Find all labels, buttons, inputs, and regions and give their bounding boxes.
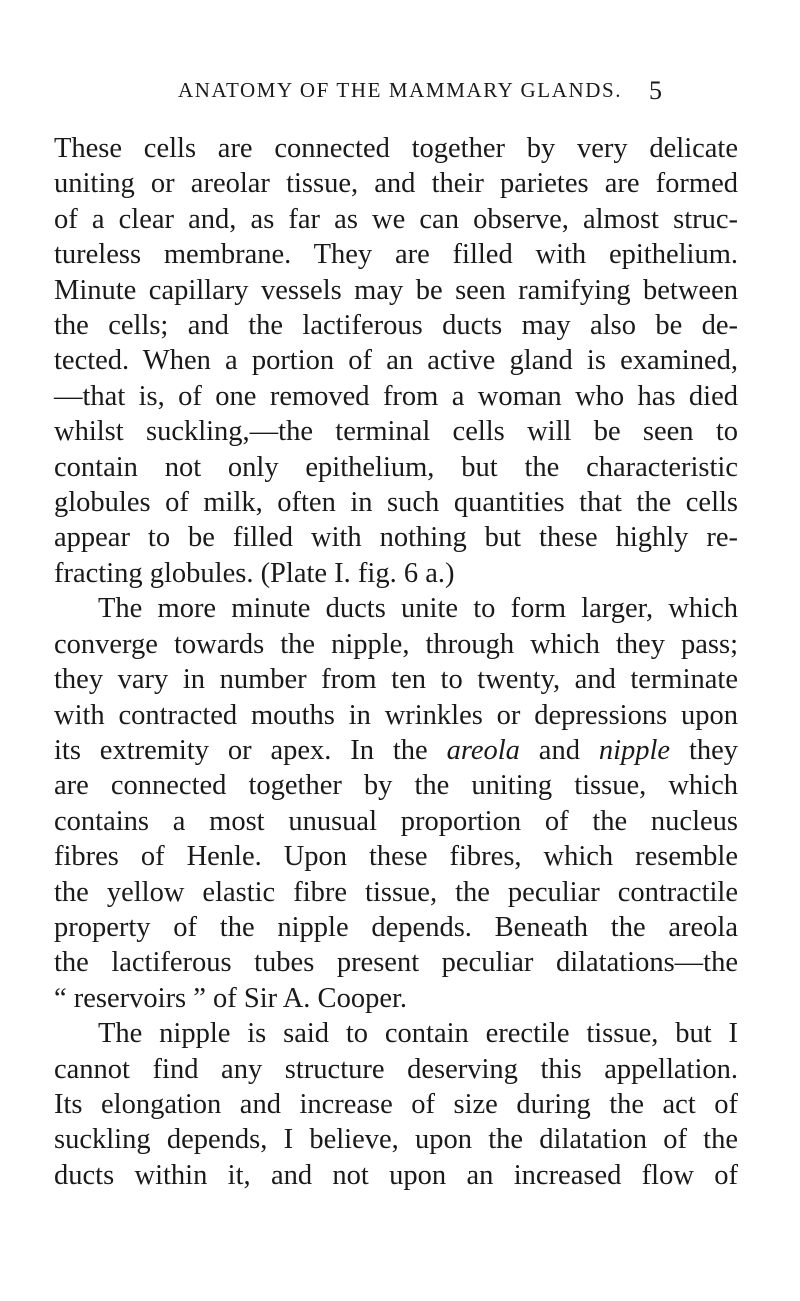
page-number: 5: [649, 76, 662, 105]
text-line: are connected together by the uniting tissue, which: [54, 770, 738, 802]
text-line: of a clear and, as far as we can observe, almost struc-: [54, 203, 738, 235]
body-text: [54, 131, 738, 1193]
text-line: ducts within it, and not upon an increased flow of: [54, 1159, 738, 1191]
italic-term-areola: areola: [446, 734, 520, 766]
text-line: These cells are connected together by very delicate: [54, 133, 738, 164]
text-line: cannot find any structure deserving this appellation.: [54, 1053, 738, 1085]
text-line: the yellow elastic fibre tissue, the peculiar contractile: [54, 876, 738, 908]
text-line: fibres of Henle. Upon these fibres, which resemble: [54, 841, 738, 873]
text-line: Its elongation and increase of size during the act of: [54, 1088, 738, 1120]
text-segment: its extremity or apex. In the: [54, 734, 428, 766]
text-line: whilst suckling,—the terminal cells will be seen to: [54, 416, 738, 448]
text-line: converge towards the nipple, through which they pass;: [54, 628, 738, 660]
paragraph-3: [54, 1016, 738, 1193]
text-line: tected. When a portion of an active gland is examined,: [54, 345, 738, 377]
running-title: ANATOMY OF THE MAMMARY GLANDS.: [178, 78, 623, 102]
text-line: The more minute ducts unite to form larger, which: [98, 593, 738, 625]
paragraph-2: [54, 591, 738, 1016]
running-head: [0, 78, 800, 108]
text-line: appear to be filled with nothing but these highly re-: [54, 522, 738, 554]
text-line: uniting or areolar tissue, and their parietes are formed: [54, 168, 738, 200]
text-line: the cells; and the lactiferous ducts may also be de-: [54, 310, 738, 342]
text-segment: and: [538, 734, 580, 766]
text-segment: they: [688, 734, 739, 766]
text-line: suckling depends, I believe, upon the dilatation of the: [54, 1124, 738, 1156]
text-line: tureless membrane. They are filled with epithelium.: [54, 239, 738, 271]
text-line: contains a most unusual proportion of the nucleus: [54, 805, 738, 837]
text-line: with contracted mouths in wrinkles or depressions upon: [54, 699, 738, 731]
text-line: globules of milk, often in such quantities that the cells: [54, 487, 738, 519]
text-line: fracting globules. (Plate I. fig. 6 a.): [54, 557, 455, 589]
text-line: —that is, of one removed from a woman who has died: [54, 380, 738, 412]
text-line: contain not only epithelium, but the characteristic: [54, 451, 738, 483]
text-line: property of the nipple depends. Beneath the areola: [54, 911, 738, 943]
text-line: the lactiferous tubes present peculiar dilatations—the: [54, 947, 738, 979]
text-line: The nipple is said to contain erectile tissue, but I: [98, 1018, 738, 1050]
text-line: they vary in number from ten to twenty, and terminate: [54, 664, 738, 696]
text-line: Minute capillary vessels may be seen ramifying between: [54, 274, 738, 306]
text-line-with-italics: [54, 733, 738, 768]
italic-term-nipple: nipple: [598, 734, 671, 766]
paragraph-1: [54, 131, 738, 591]
text-line: “ reservoirs ” of Sir A. Cooper.: [54, 982, 408, 1014]
